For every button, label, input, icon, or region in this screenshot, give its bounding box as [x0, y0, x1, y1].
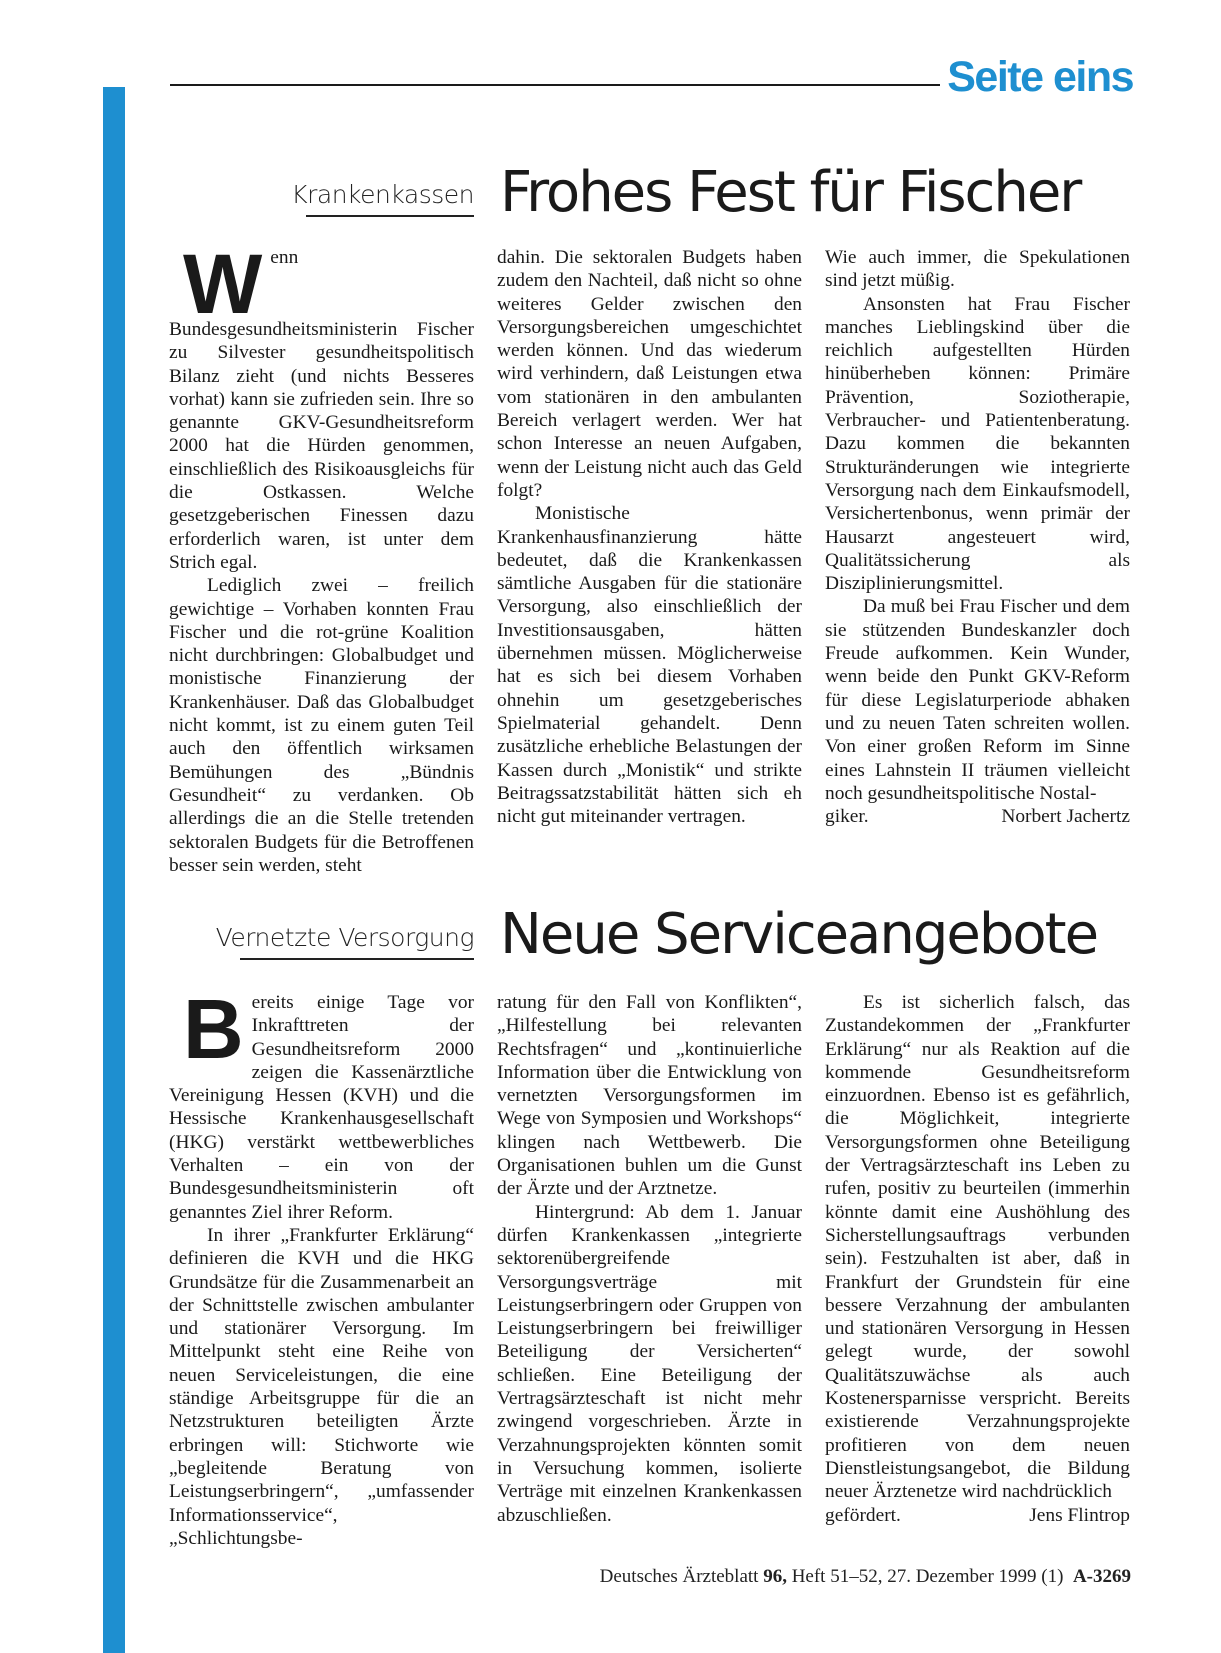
article2-paragraph: ratung für den Fall von Konflikten“, „Hilfestellung bei relevanten Rechtsfragen“ und „kontinuierliche Information über die Entwicklung von vernetzten Versorgungsformen im Wege von Symposien und Workshops“ klingen nach Wettbewerb. Die Organisationen buhlen um die Gunst der Ärzte und der Arztnetze. [497, 992, 802, 1200]
article1-paragraph: Monistische Krankenhausfinanzierung hätte bedeutet, daß die Krankenkassen sämtliche Ausgaben für die stationäre Versorgung, also einschließlich der Investitionsausgaben, hätten übernehmen müssen. Möglicherweise hat es sich bei diesem Vorhaben ohnehin um gesetzgeberisches Spielmaterial gehandelt. Denn zusätzliche erhebliche Belastungen der Kassen durch „Monistik“ und strikte Beitragssatzstabilität hätten sich eh nicht gut miteinander vertragen. [497, 503, 802, 828]
footer-page-number: A-3269 [1072, 1566, 1131, 1587]
article1-column-2 [497, 246, 802, 828]
article2-kicker: Vernetzte Versorgung [215, 923, 474, 952]
article1-paragraph: Wie auch immer, die Spekulationen sind jetzt müßig. [825, 247, 1130, 292]
article1-last-word: giker. [825, 806, 869, 828]
article2-paragraph: In ihrer „Frankfurter Erklärung“ definieren die KVH und die HKG Grundsätze für die Zusammenarbeit an der Schnittstelle zwischen ambulanter und stationärer Versorgung. Im Mittelpunkt steht eine Reihe von neuen Serviceleistungen, die eine ständige Arbeitsgruppe für die an Netzstrukturen beteiligten Ärzte erbringen will: Stichworte wie „begleitende Beratung von Leistungserbringern“, „umfassender Informationsservice“, „Schlichtungsbe- [169, 1224, 474, 1549]
article1-paragraph: dahin. Die sektoralen Budgets haben zudem den Nachteil, daß nicht so ohne weiteres Gelder zwischen den Versorgungsbereichen umgeschichtet werden können. Und das wiederum wird verhindern, daß Leistungen etwa vom stationären in den ambulanten Bereich verlagert werden. Wer hat schon Interesse an neuen Aufgaben, wenn der Leistung nicht auch das Geld folgt? [497, 247, 802, 501]
article1-paragraph: Da muß bei Frau Fischer und dem sie stützenden Bundeskanzler doch Freude aufkommen. Kein Wunder, wenn beide den Punkt GKV-Reform für diese Legislaturperiode abhaken und zu neuen Taten schreiten wollen. Von einer großen Reform im Sinne eines Lahnstein II träumen vielleicht noch gesundheitspolitische Nostal- [825, 596, 1130, 804]
footer-journal: Deutsches Ärzteblatt [599, 1566, 759, 1587]
article2-paragraph: ereits einige Tage vor Inkrafttreten der Gesundheitsreform 2000 zeigen die Kassenärztliche Vereinigung Hessen (KVH) und die Hessische Krankenhausgesellschaft (HKG) verstärkt wettbewerbliches Verhalten – ein von der Bundesgesundheitsministerin oft genanntes Ziel ihrer Reform. [169, 992, 474, 1223]
article1-author: Norbert Jachertz [1001, 806, 1130, 828]
article2-column-3 [825, 991, 1130, 1527]
article2-paragraph: Hintergrund: Ab dem 1. Januar dürfen Krankenkassen „integrierte sektorenübergreifende Versorgungsverträge mit Leistungserbringern oder Gruppen von Leistungserbringern bei freiwilliger Beteiligung der Versicherten“ schließen. Eine Beteiligung der Vertragsärzteschaft ist nicht mehr zwingend vorgeschrieben. Ärzte in Verzahnungsprojekten könnten somit in Versuchung kommen, isolierte Verträge mit einzelnen Krankenkassen abzuschließen. [497, 1201, 802, 1526]
article1-paragraph: enn Bundesgesundheitsministerin Fischer zu Silvester gesundheitspolitisch Bilanz zieht (und nichts Besseres vorhat) kann sie zufrieden sein. Ihre so genannte GKV-Gesundheitsreform 2000 hat die Hürden genommen, einschließlich des Risikoausgleichs für die Ostkassen. Welche gesetzgeberischen Finessen dazu erforderlich waren, ist unter dem Strich egal. [169, 247, 474, 573]
article2-headline: Neue Serviceangebote [500, 902, 1098, 967]
article1-column-1 [169, 237, 474, 877]
article1-paragraph: Lediglich zwei – freilich gewichtige – Vorhaben konnten Frau Fischer und die rot-grüne Koalition nicht durchbringen: Globalbudget und monistische Finanzierung der Krankenhäuser. Daß das Globalbudget nicht kommt, ist zu einem guten Teil auch den öffentlich wirksamen Bemühungen des „Bündnis Gesundheit“ zu verdanken. Ob allerdings die an die Stelle tretenden sektoralen Budgets für die Betroffenen besser sein werden, steht [169, 575, 474, 876]
article1-signature-line [825, 805, 1130, 828]
article1-paragraph: Ansonsten hat Frau Fischer manches Lieblingskind über die reichlich aufgestellten Hürden hinüberheben können: Primäre Prävention, Soziotherapie, Verbraucher- und Patientenberatung. Dazu kommen die bekannten Strukturänderungen wie integrierte Versorgung nach dem Einkaufsmodell, Versichertenbonus, wenn primär der Hausarzt angesteuert wird, Qualitätssicherung als Disziplinierungsmittel. [825, 293, 1130, 595]
section-label: Seite eins [947, 53, 1133, 101]
article1-dropcap: W [183, 237, 263, 331]
article2-signature-line [825, 1504, 1130, 1527]
page-footer [600, 1567, 1131, 1586]
article2-kicker-rule [240, 958, 474, 960]
article2-paragraph: Es ist sicherlich falsch, das Zustandekommen der „Frankfurter Erklärung“ nur als Reaktion auf die kommende Gesundheitsreform einzuordnen. Ebenso ist es gefährlich, die Möglichkeit, integrierte Versorgungsformen ohne Beteiligung der Vertragsärzteschaft ins Leben zu rufen, positiv zu beurteilen (immerhin könnte damit eine Aushöhlung des Sicherstellungsauftrags verbunden sein). Festzuhalten ist aber, daß in Frankfurt der Grundstein für eine bessere Verzahnung der ambulanten und stationären Versorgung in Hessen gelegt wurde, der sowohl Qualitätszuwächse als auch Kostenersparnisse verspricht. Bereits existierende Verzahnungsprojekte profitieren von dem neuen Dienstleistungsangebot, die Bildung neuer Ärztenetze wird nachdrücklich [825, 992, 1130, 1503]
article2-last-word: gefördert. [825, 1504, 901, 1526]
footer-issue: Heft 51–52, 27. Dezember 1999 (1) [791, 1566, 1064, 1587]
article1-kicker: Krankenkassen [291, 180, 474, 209]
article1-headline: Frohes Fest für Fischer [500, 160, 1081, 225]
header-rule [170, 84, 940, 86]
article2-dropcap: B [183, 982, 244, 1076]
article2-column-2 [497, 991, 802, 1527]
article2-column-1 [169, 982, 474, 1550]
blue-margin-bar [103, 87, 125, 1653]
article1-kicker-rule [306, 215, 474, 217]
article2-author: Jens Flintrop [1029, 1504, 1130, 1526]
footer-volume: 96, [763, 1566, 787, 1587]
article1-column-3 [825, 246, 1130, 828]
